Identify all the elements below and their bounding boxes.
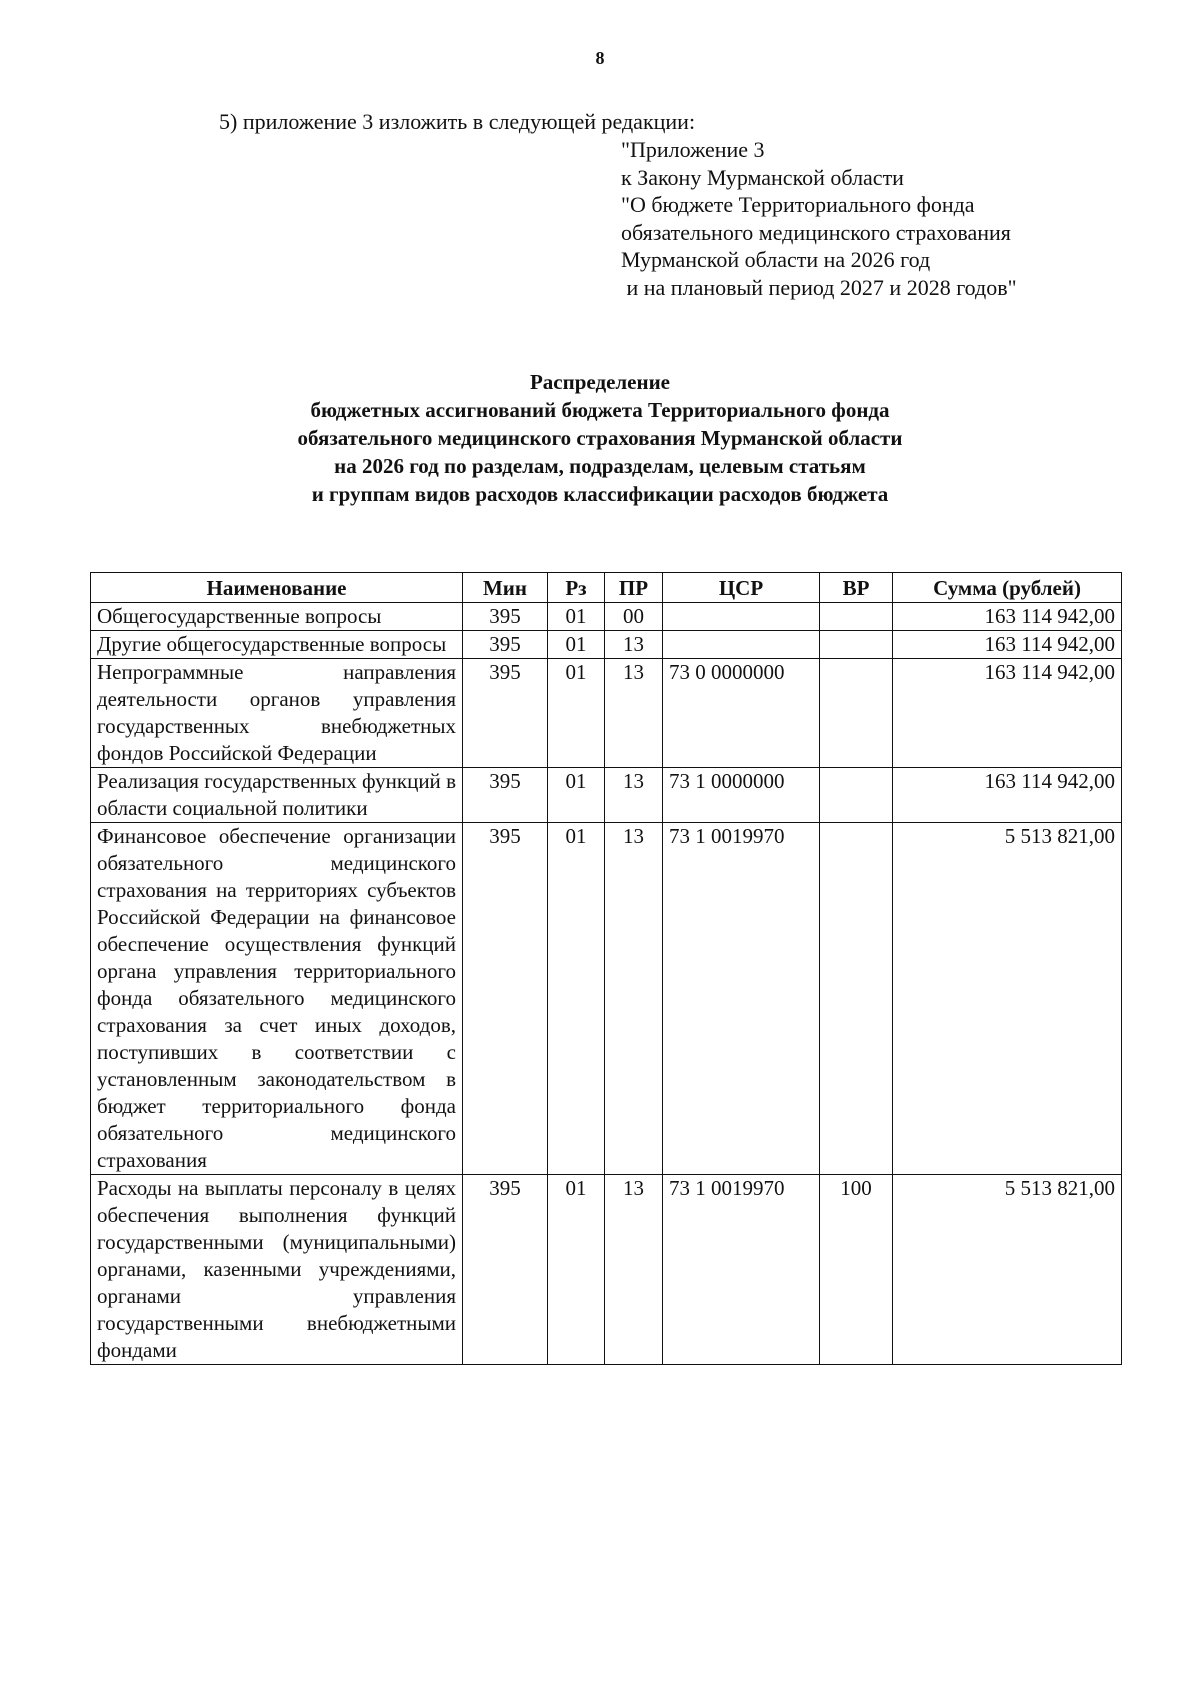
table-row	[91, 1175, 1122, 1365]
cell-sum: 163 114 942,00	[893, 659, 1122, 768]
cell-rz: 01	[548, 659, 605, 768]
cell-min: 395	[463, 1175, 548, 1365]
cell-vr	[820, 768, 893, 823]
title-line: бюджетных ассигнований бюджета Территориального фонда	[310, 398, 890, 422]
title-line: на 2026 год по разделам, подразделам, целевым статьям	[334, 454, 866, 478]
title-line: и группам видов расходов классификации расходов бюджета	[311, 482, 889, 506]
column-header-sum: Сумма (рублей)	[893, 573, 1122, 603]
cell-vr	[820, 659, 893, 768]
cell-sum: 163 114 942,00	[893, 603, 1122, 631]
cell-name: Реализация государственных функций в области социальной политики	[91, 768, 463, 823]
column-header-name: Наименование	[91, 573, 463, 603]
cell-pr: 13	[605, 768, 663, 823]
intro-paragraph: 5) приложение 3 изложить в следующей редакции:	[219, 109, 696, 134]
appendix-line: Мурманской области на 2026 год	[621, 247, 931, 272]
document-title	[0, 368, 1200, 508]
cell-sum: 163 114 942,00	[893, 631, 1122, 659]
title-line: Распределение	[529, 370, 671, 394]
appendix-reference	[621, 136, 1017, 301]
cell-rz: 01	[548, 1175, 605, 1365]
cell-rz: 01	[548, 768, 605, 823]
title-line: обязательного медицинского страхования Мурманской области	[297, 426, 903, 450]
cell-pr: 13	[605, 659, 663, 768]
cell-pr: 13	[605, 823, 663, 1175]
cell-pr: 13	[605, 631, 663, 659]
table-row	[91, 631, 1122, 659]
cell-csr: 73 1 0000000	[663, 768, 820, 823]
cell-name: Другие общегосударственные вопросы	[91, 631, 463, 659]
cell-name: Финансовое обеспечение организации обязательного медицинского страхования на территориях субъектов Российской Федерации на финансовое обеспечение осуществления функций органа управления территориального фонда обязательного медицинского страхования за счет иных доходов, поступивших в соответствии с установленным законодательством в бюджет территориального фонда обязательного медицинского страхования	[91, 823, 463, 1175]
appendix-line: к Закону Мурманской области	[621, 164, 904, 190]
appendix-line: обязательного медицинского страхования	[621, 219, 1011, 245]
column-header-pr: ПР	[605, 573, 663, 603]
cell-sum: 5 513 821,00	[893, 1175, 1122, 1365]
cell-vr	[820, 823, 893, 1175]
cell-sum: 163 114 942,00	[893, 768, 1122, 823]
table-row	[91, 768, 1122, 823]
cell-pr: 00	[605, 603, 663, 631]
cell-vr	[820, 603, 893, 631]
table-row	[91, 659, 1122, 768]
cell-name: Непрограммные направления деятельности органов управления государственных внебюджетных фондов Российской Федерации	[91, 659, 463, 768]
cell-rz: 01	[548, 631, 605, 659]
column-header-rz: Рз	[548, 573, 605, 603]
cell-csr: 73 0 0000000	[663, 659, 820, 768]
column-header-vr: ВР	[820, 573, 893, 603]
cell-rz: 01	[548, 823, 605, 1175]
cell-min: 395	[463, 603, 548, 631]
table-header-row	[91, 573, 1122, 603]
table-row	[91, 603, 1122, 631]
cell-name: Расходы на выплаты персоналу в целях обеспечения выполнения функций государственными (муниципальными) органами, казенными учреждениями, органами управления государственными внебюджетными фондами	[91, 1175, 463, 1365]
cell-vr	[820, 631, 893, 659]
appendix-line: и на плановый период 2027 и 2028 годов"	[621, 274, 1017, 300]
appendix-line: "О бюджете Территориального фонда	[621, 192, 975, 217]
cell-sum: 5 513 821,00	[893, 823, 1122, 1175]
cell-min: 395	[463, 659, 548, 768]
cell-csr	[663, 603, 820, 631]
cell-csr: 73 1 0019970	[663, 823, 820, 1175]
page-number: 8	[595, 48, 605, 68]
cell-min: 395	[463, 768, 548, 823]
cell-csr: 73 1 0019970	[663, 1175, 820, 1365]
budget-table	[90, 572, 1122, 1365]
cell-pr: 13	[605, 1175, 663, 1365]
column-header-csr: ЦСР	[663, 573, 820, 603]
cell-csr	[663, 631, 820, 659]
appendix-line: "Приложение 3	[621, 137, 765, 162]
cell-min: 395	[463, 631, 548, 659]
table-row	[91, 823, 1122, 1175]
cell-min: 395	[463, 823, 548, 1175]
cell-name: Общегосударственные вопросы	[91, 603, 463, 631]
column-header-min: Мин	[463, 573, 548, 603]
cell-rz: 01	[548, 603, 605, 631]
cell-vr: 100	[820, 1175, 893, 1365]
